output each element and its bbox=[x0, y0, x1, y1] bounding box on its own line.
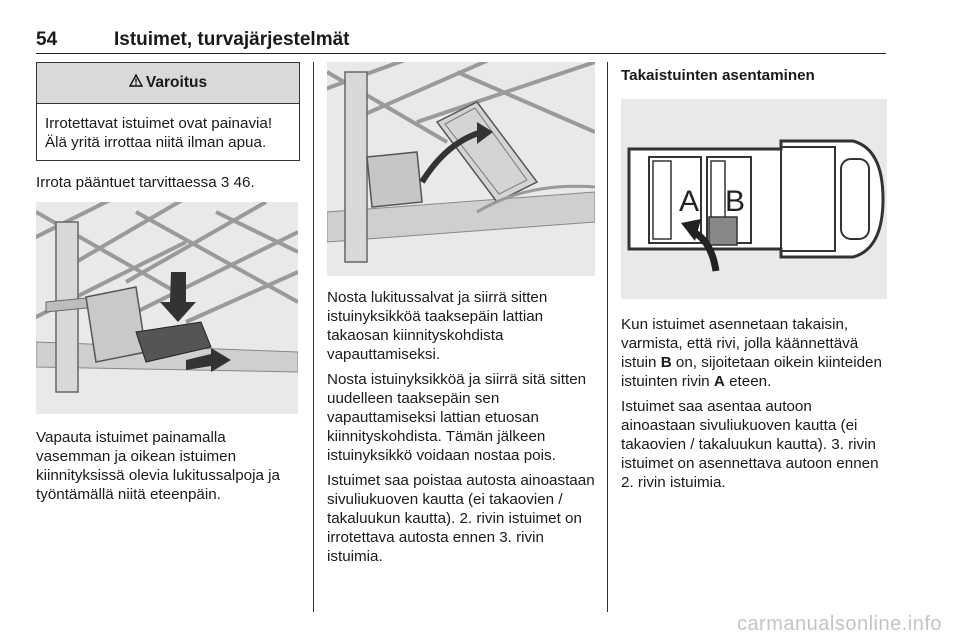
vehicle-seat-layout-diagram bbox=[621, 99, 887, 299]
seat-latch-illustration bbox=[36, 202, 298, 414]
seat-a-ref: A bbox=[713, 373, 725, 390]
page-header bbox=[36, 28, 886, 52]
paragraph-lift-latches: Nosta lukitussalvat ja siirrä sitten istuinyksikköä taaksepäin lattian takaosan kiinnityskohdista vapauttamiseksi. bbox=[327, 289, 548, 363]
header-rule bbox=[36, 53, 886, 54]
section-heading: Takaistuinten asentaminen bbox=[621, 67, 815, 84]
paragraph-lift-unit: Nosta istuinyksikköä ja siirrä sitä sitten uudelleen taaksepäin sen vapauttamiseksi lattian etuosan kiinnityskohdista. Tämän jälkeen istuinyksikkö voidaan nostaa pois. bbox=[327, 371, 587, 464]
column-2 bbox=[327, 62, 595, 566]
seat-label-a: A bbox=[679, 185, 700, 218]
column-divider-2 bbox=[607, 62, 608, 612]
warning-text: Irrotettavat istuimet ovat painavia! Älä yritä irrottaa niitä ilman apua. bbox=[45, 115, 273, 151]
warning-box bbox=[36, 62, 300, 161]
warning-header bbox=[37, 63, 299, 104]
seat-label-b: B bbox=[725, 185, 746, 218]
paragraph-install-order bbox=[621, 315, 887, 391]
page-reference-link[interactable]: 3 46. bbox=[220, 174, 255, 191]
paragraph-install-door: Istuimet saa asentaa autoon ainoastaan sivuliukuoven kautta (ei takaovien / takaluukun kautta). 3. rivin istuimet on asennettava autoon ennen 2. rivin istuimia. bbox=[621, 398, 879, 491]
footer-watermark: carmanualsonline.info bbox=[736, 613, 942, 635]
seat-b-ref: B bbox=[660, 354, 672, 371]
intro-text: Irrota pääntuet tarvittaessa bbox=[36, 174, 217, 191]
seat-lift-illustration bbox=[327, 62, 595, 276]
intro-paragraph bbox=[36, 173, 300, 192]
column-3 bbox=[621, 62, 887, 492]
warning-title: Varoitus bbox=[145, 74, 208, 91]
caption-release-latches: Vapauta istuimet painamalla vasemman ja oikean istuimen kiinnityksissä olevia lukitussalpoja ja työntämällä niitä eteenpäin. bbox=[36, 429, 280, 503]
column-divider-1 bbox=[313, 62, 314, 612]
install-text-1: Kun istuimet asennetaan takaisin, varmista, että rivi, jolla käännettävä istuin bbox=[621, 316, 859, 371]
install-text-2: on, sijoitetaan oikein kiinteiden istuinten rivin bbox=[621, 354, 882, 390]
install-text-3: eteen. bbox=[729, 373, 772, 390]
page-title: Istuimet, turvajärjestelmät bbox=[114, 29, 350, 50]
warning-triangle-icon bbox=[129, 74, 143, 92]
page-number: 54 bbox=[36, 29, 58, 50]
paragraph-remove-seats: Istuimet saa poistaa autosta ainoastaan sivuliukuoven kautta (ei takaovien / takaluukun kautta). 2. rivin istuimet on irrotettava autosta ennen 3. rivin istuimia. bbox=[327, 472, 595, 565]
column-1 bbox=[36, 62, 300, 504]
